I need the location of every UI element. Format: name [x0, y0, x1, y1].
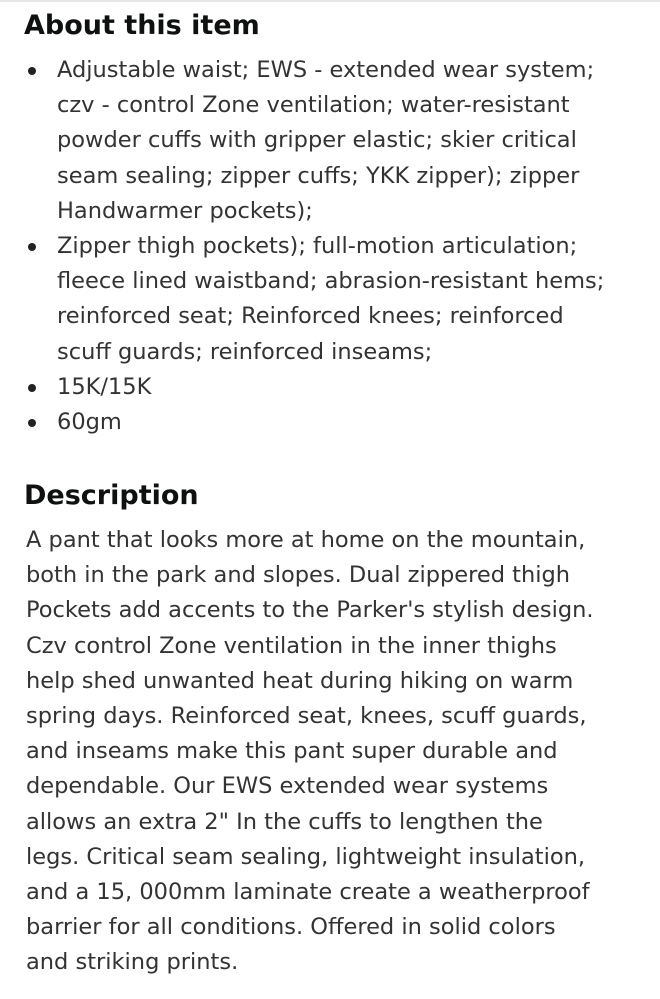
bullet-line: czv - control Zone ventilation; water-resistant — [57, 92, 570, 119]
bullet-dot-icon — [28, 384, 36, 392]
description-line: allows an extra 2" In the cuffs to lengthen the — [26, 808, 543, 835]
description-line: and a 15, 000mm laminate create a weatherproof — [26, 879, 590, 906]
description-heading: Description — [24, 480, 199, 511]
bullet-line: Handwarmer pockets); — [57, 197, 313, 224]
about-heading: About this item — [24, 10, 260, 41]
description-line: dependable. Our EWS extended wear systems — [26, 773, 549, 800]
top-divider — [0, 0, 660, 2]
description-line: and inseams make this pant super durable and — [26, 738, 558, 765]
bullet-line: scuff guards; reinforced inseams; — [57, 338, 433, 365]
bullet-line: 60gm — [57, 409, 122, 436]
bullet-dot-icon — [28, 419, 36, 427]
bullet-line: fleece lined waistband; abrasion-resistant hems; — [57, 268, 605, 295]
feature-bullet — [0, 53, 660, 229]
feature-bullet — [0, 229, 660, 370]
feature-bullet-list — [0, 53, 660, 440]
bullet-line: powder cuffs with gripper elastic; skier critical — [57, 127, 577, 154]
description-line: barrier for all conditions. Offered in solid colors — [26, 914, 556, 941]
description-line: help shed unwanted heat during hiking on warm — [26, 667, 574, 694]
bullet-dot-icon — [28, 67, 36, 75]
bullet-line: reinforced seat; Reinforced knees; reinforced — [57, 303, 564, 330]
bullet-line: 15K/15K — [57, 373, 152, 400]
description-body — [26, 523, 656, 981]
description-line: spring days. Reinforced seat, knees, scuff guards, — [26, 703, 587, 730]
bullet-dot-icon — [28, 243, 36, 251]
bullet-line: Adjustable waist; EWS - extended wear system; — [57, 57, 595, 83]
bullet-line: Zipper thigh pockets); full-motion articulation; — [57, 233, 578, 260]
description-line: A pant that looks more at home on the mountain, — [26, 527, 586, 553]
feature-bullet — [0, 370, 660, 405]
feature-bullet — [0, 405, 660, 440]
description-line: and striking prints. — [26, 949, 239, 976]
description-line: legs. Critical seam sealing, lightweight insulation, — [26, 843, 586, 870]
description-line: Pockets add accents to the Parker's stylish design. — [26, 597, 594, 624]
bullet-line: seam sealing; zipper cuffs; YKK zipper); zipper — [57, 162, 580, 189]
description-line: both in the park and slopes. Dual zippered thigh — [26, 562, 571, 589]
description-line: Czv control Zone ventilation in the inner thighs — [26, 632, 557, 659]
